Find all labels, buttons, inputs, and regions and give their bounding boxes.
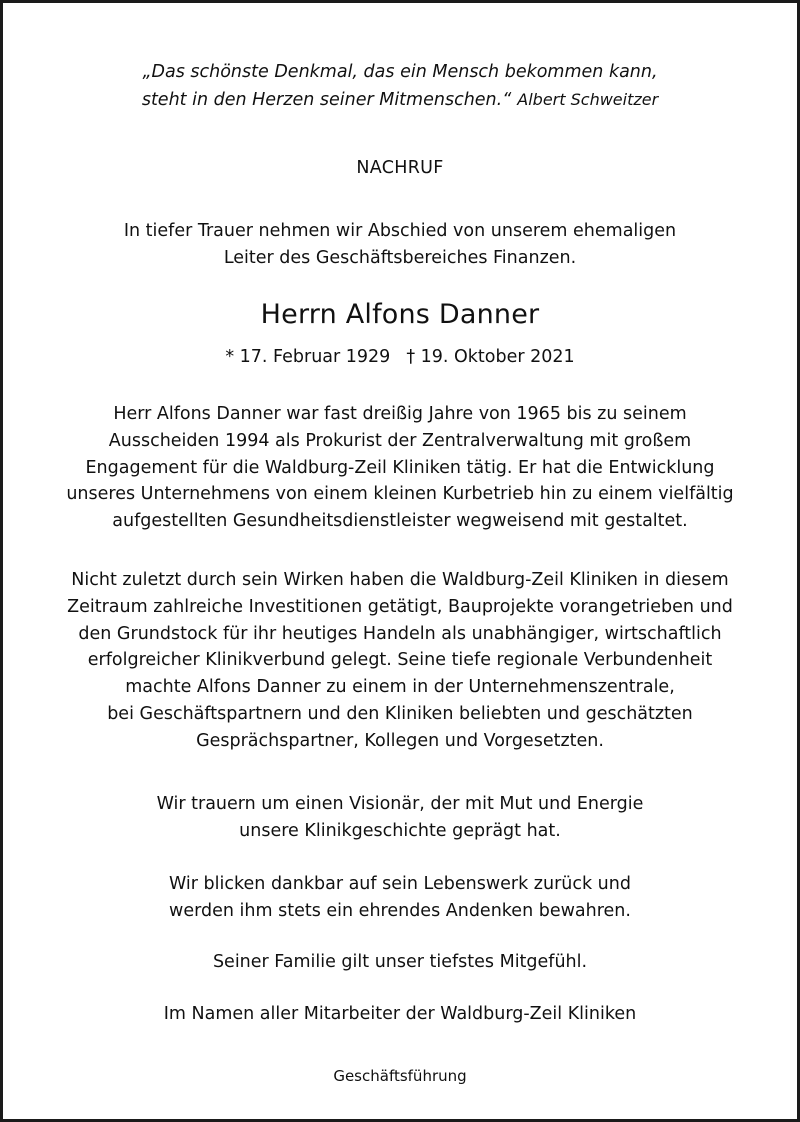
text-line: Gesprächspartner, Kollegen und Vorgesetzten.: [196, 730, 604, 751]
intro-text: [3, 218, 797, 272]
paragraph-condolence: [33, 949, 767, 976]
paragraph-career: [33, 401, 767, 535]
paragraph-mourning: [33, 791, 767, 845]
text-line: Zeitraum zahlreiche Investitionen getätigt, Bauprojekte vorangetrieben und: [67, 596, 733, 617]
quote-line: „Das schönste Denkmal, das ein Mensch bekommen kann,: [142, 62, 658, 82]
quote-line: [3, 86, 797, 114]
text-line: Wir blicken dankbar auf sein Lebenswerk zurück und: [169, 874, 631, 894]
text-line: erfolgreicher Klinikverbund gelegt. Seine tiefe regionale Verbundenheit: [87, 650, 713, 671]
text-line: Im Namen aller Mitarbeiter der Waldburg-Zeil Kliniken: [163, 1004, 637, 1024]
obituary-heading: NACHRUF: [356, 158, 444, 178]
quote: [3, 59, 797, 114]
death-date: † 19. Oktober 2021: [406, 347, 575, 367]
intro-line: Leiter des Geschäftsbereiches Finanzen.: [223, 248, 577, 268]
text-line: Engagement für die Waldburg-Zeil Kliniken tätig. Er hat die Entwicklung: [85, 457, 715, 478]
text-line: Herr Alfons Danner war fast dreißig Jahre von 1965 bis zu seinem: [113, 404, 687, 424]
text-line: Nicht zuletzt durch sein Wirken haben die Waldburg-Zeil Kliniken in diesem: [71, 570, 729, 590]
text-line: Wir trauern um einen Visionär, der mit Mut und Energie: [156, 794, 644, 814]
text-line: Seiner Familie gilt unser tiefstes Mitgefühl.: [212, 952, 588, 972]
birth-date: * 17. Februar 1929: [225, 347, 391, 367]
intro-line: In tiefer Trauer nehmen wir Abschied von unserem ehemaligen: [123, 221, 677, 241]
paragraph-gratitude: [33, 871, 767, 925]
text-line: aufgestellten Gesundheitsdienstleister wegweisend mit gestaltet.: [112, 511, 688, 532]
text-line: Ausscheiden 1994 als Prokurist der Zentralverwaltung mit großem: [108, 430, 692, 451]
deceased-name: Herrn Alfons Danner: [260, 299, 540, 330]
quote-author: Albert Schweitzer: [517, 90, 659, 109]
text-line: machte Alfons Danner zu einem in der Unternehmenszentrale,: [125, 677, 675, 698]
life-dates: [3, 347, 797, 367]
paragraph-on-behalf: [33, 1001, 767, 1028]
text-line: werden ihm stets ein ehrendes Andenken bewahren.: [169, 900, 631, 921]
text-line: den Grundstock für ihr heutiges Handeln als unabhängiger, wirtschaftlich: [78, 623, 722, 644]
text-line: unseres Unternehmens von einem kleinen Kurbetrieb hin zu einem vielfältig: [66, 484, 734, 505]
signature: Geschäftsführung: [333, 1067, 467, 1085]
text-line: bei Geschäftspartnern und den Kliniken beliebten und geschätzten: [107, 703, 693, 724]
quote-text: steht in den Herzen seiner Mitmenschen.“: [141, 90, 512, 110]
text-line: unsere Klinikgeschichte geprägt hat.: [239, 820, 561, 841]
paragraph-legacy: [33, 567, 767, 755]
